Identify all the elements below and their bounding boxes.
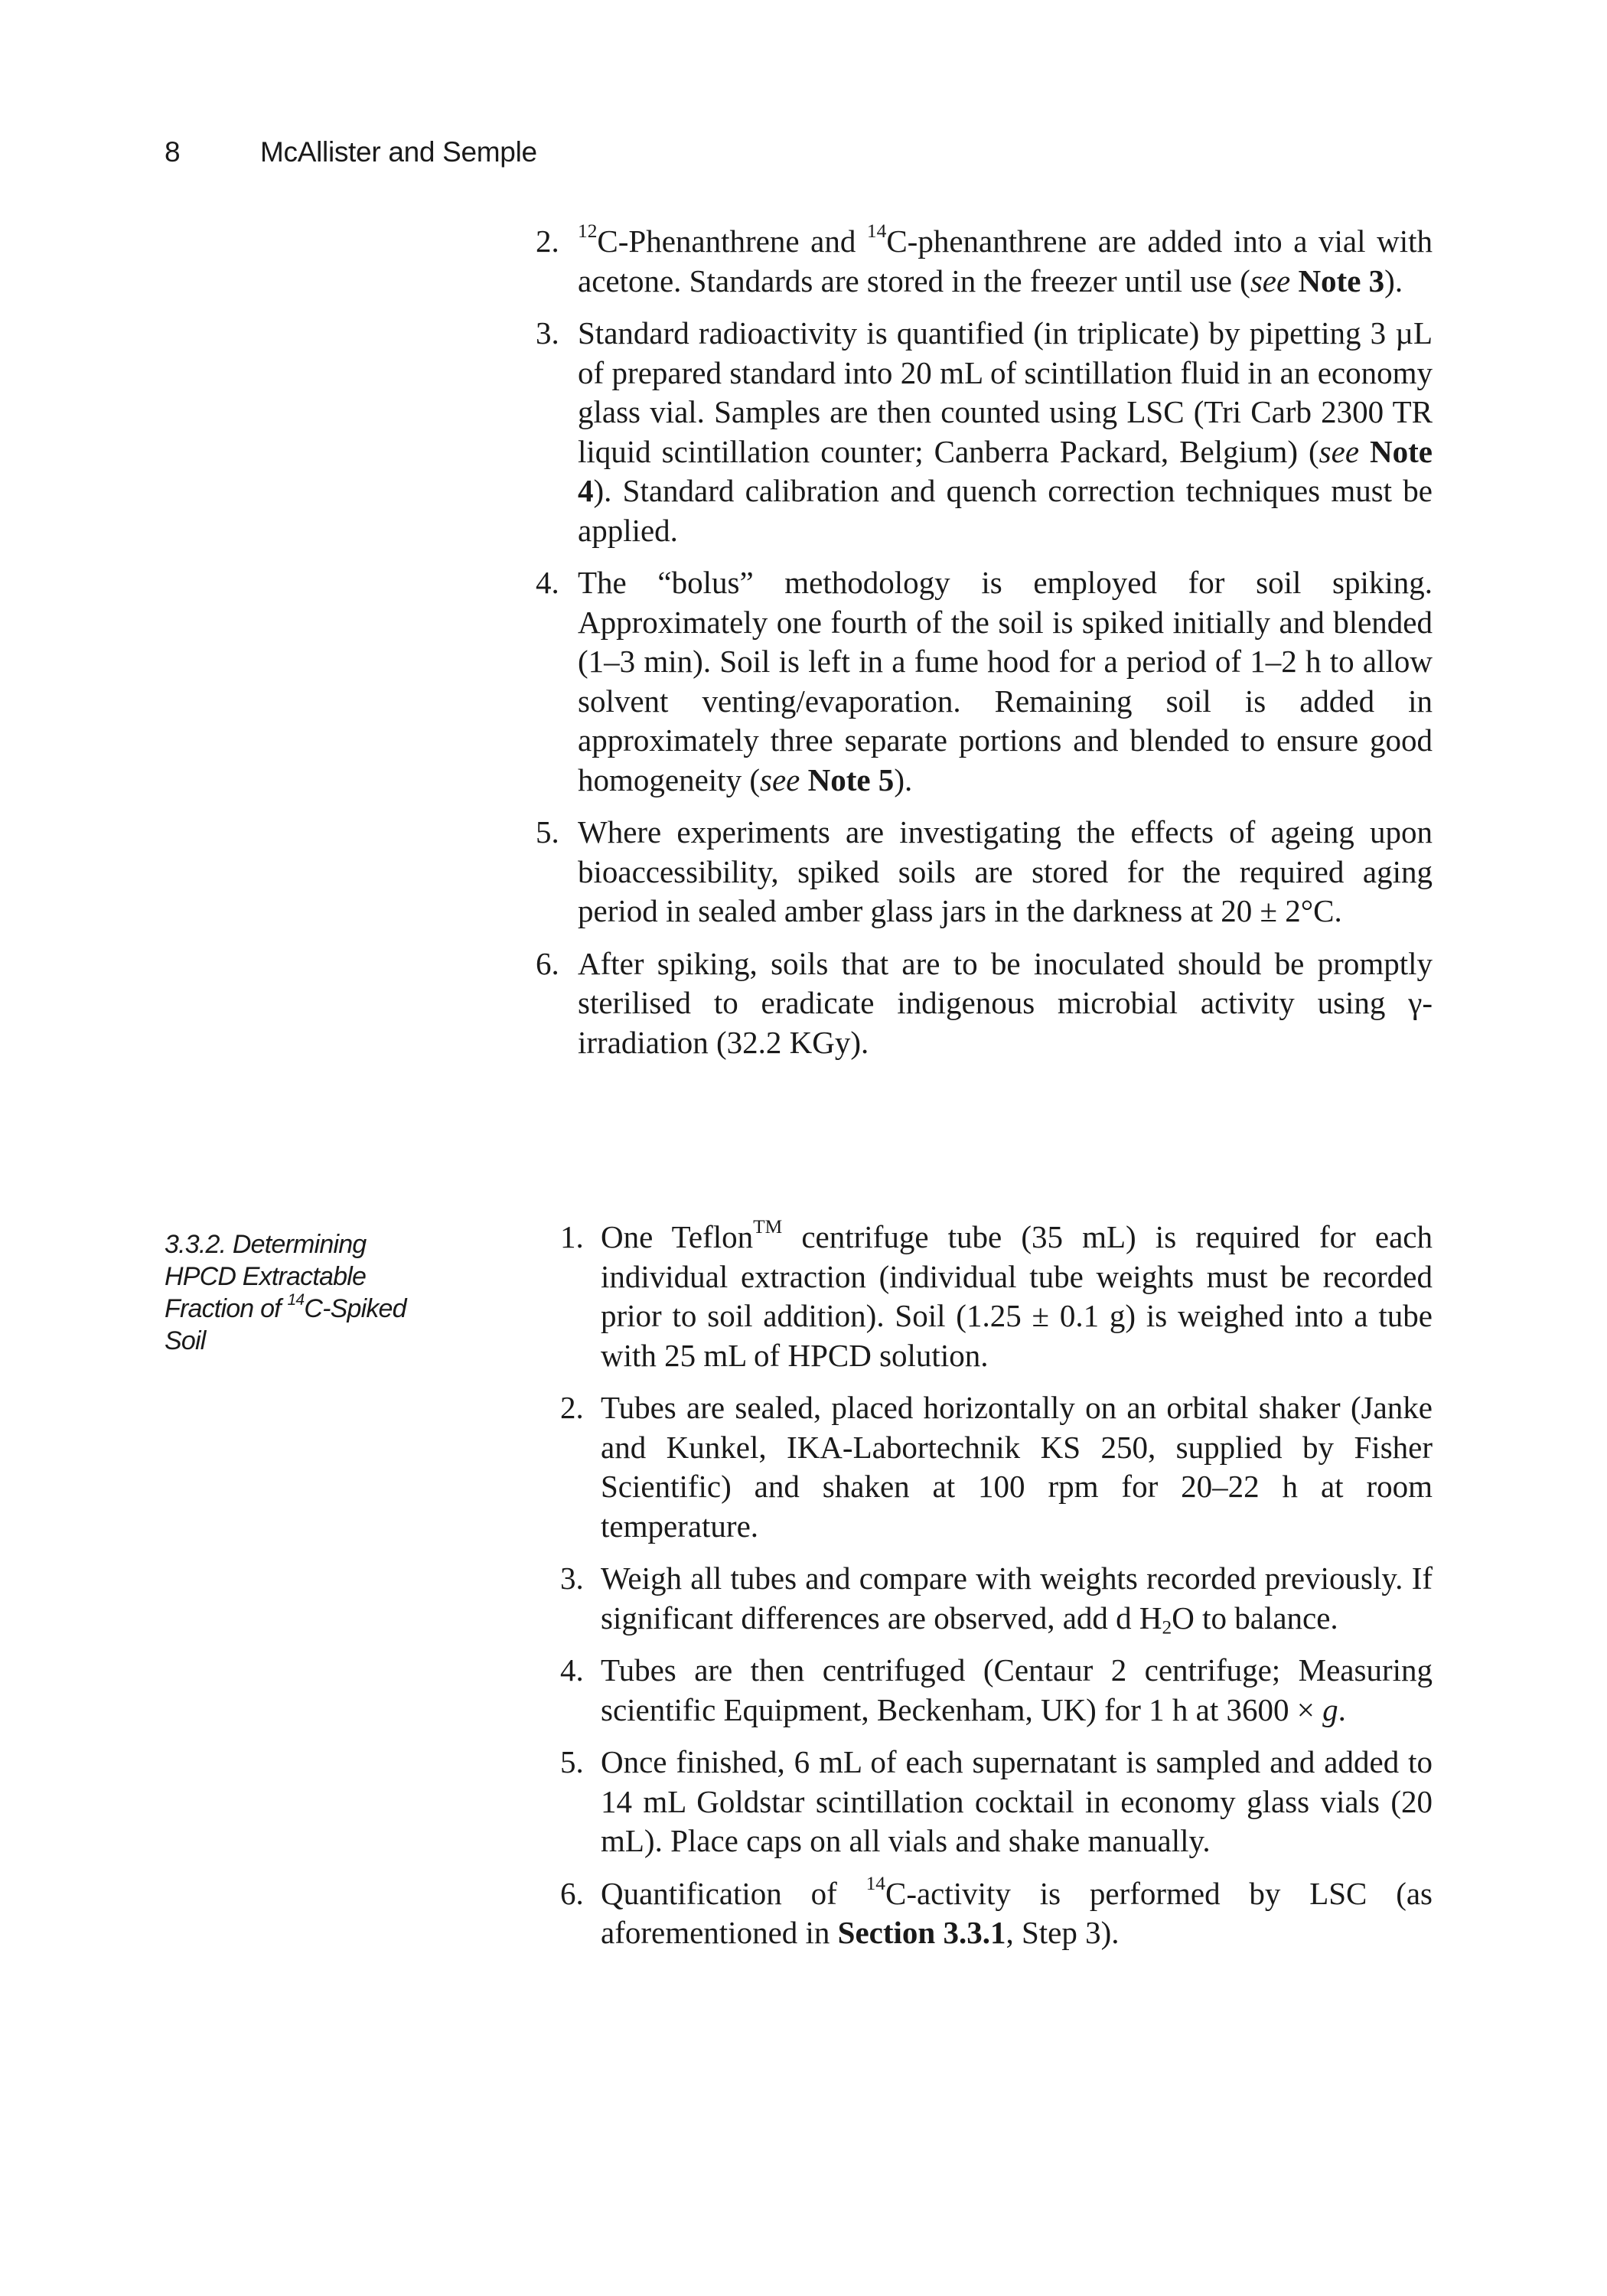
list-item: 1. One Teflon™ centrifuge tube (35 mL) is required for each individual extraction (individual tube weights must be recorded prior to soil addition). Soil (1.25 ± 0.1 g) is weighed into a tube with 25 mL of HPCD solution. [560, 1215, 1433, 1373]
item-number: 4. [560, 1652, 584, 1688]
running-title: McAllister and Semple [260, 136, 537, 168]
item-number: 2. [560, 1390, 584, 1425]
list-item: 5. Where experiments are investigating the effects of ageing upon bioaccessibility, spiked soils are stored for the required aging period in sealed amber glass jars in the darkness at 20 ± 2°C. [536, 814, 1433, 928]
list-item: 6. Quantification of $^{14}$C-activity is performed by LSC (as aforementioned in Section 3.3.1, Step 3). [560, 1872, 1433, 1950]
item-number: 6. [560, 1875, 584, 1911]
running-header [165, 136, 537, 168]
item-number: 6. [536, 945, 559, 981]
protocol-steps-hpcd-extraction [560, 1215, 1433, 1966]
item-number: 3. [560, 1561, 584, 1596]
list-item: 4. The “bolus” methodology is employed for soil spiking. Approximately one fourth of the soil is spiked initially and blended (1–3 min). Soil is left in a fume hood for a period of 1–2 h to allow solvent venting/evaporation. Remaining soil is added in approximately three separate portions and blended to ensure good homogeneity (see Note 5). [536, 565, 1433, 797]
section-heading-3-3-2: 3.3.2. Determining HPCD Extractable Fraction of $^{14}$C-Spiked Soil [165, 1230, 406, 1355]
protocol-steps-spiking [536, 220, 1433, 1075]
item-number: 5. [536, 814, 559, 850]
list-item: 5. Once finished, 6 mL of each supernatant is sampled and added to 14 mL Goldstar scintillation cocktail in economy glass vials (20 mL). Place caps on all vials and shake manually. [560, 1744, 1433, 1858]
item-number: 4. [536, 565, 559, 600]
item-number: 3. [536, 315, 559, 351]
item-number: 2. [536, 223, 559, 259]
item-number: 1. [560, 1219, 584, 1254]
list-item: 6. After spiking, soils that are to be inoculated should be promptly sterilised to eradicate indigenous microbial activity using γ-irradiation (32.2 KGy). [536, 945, 1433, 1060]
list-item: 2. $^{12}$C-Phenanthrene and $^{14}$C-phenanthrene are added into a vial with acetone. Standards are stored in the freezer until use (see Note 3). [536, 220, 1433, 298]
page-number: 8 [165, 136, 181, 168]
list-item: 2. Tubes are sealed, placed horizontally on an orbital shaker (Janke and Kunkel, IKA-Labortechnik KS 250, supplied by Fisher Scientific) and shaken at 100 rpm for 20–22 h at room temperature. [560, 1390, 1433, 1544]
note-reference: Note 4 [578, 433, 1433, 508]
note-reference: Note 5 [807, 762, 895, 797]
list-item: 3. Standard radioactivity is quantified (in triplicate) by pipetting 3 µL of prepared standard into 20 mL of scintillation fluid in an economy glass vial. Samples are then counted using LSC (Tri Carb 2300 TR liquid scintillation counter; Canberra Packard, Belgium) (see Note 4). Standard calibration and quench correction techniques must be applied. [536, 315, 1433, 548]
list-item: 3. Weigh all tubes and compare with weights recorded previously. If significant differences are observed, add d $H_2O$ to balance. [560, 1561, 1433, 1638]
list-item: 4. Tubes are then centrifuged (Centaur 2 centrifuge; Measuring scientific Equipment, Beckenham, UK) for 1 h at 3600 × g. [560, 1652, 1433, 1727]
note-reference: Note 3 [1298, 263, 1385, 298]
item-number: 5. [560, 1744, 584, 1779]
section-reference: Section 3.3.1 [837, 1915, 1006, 1950]
